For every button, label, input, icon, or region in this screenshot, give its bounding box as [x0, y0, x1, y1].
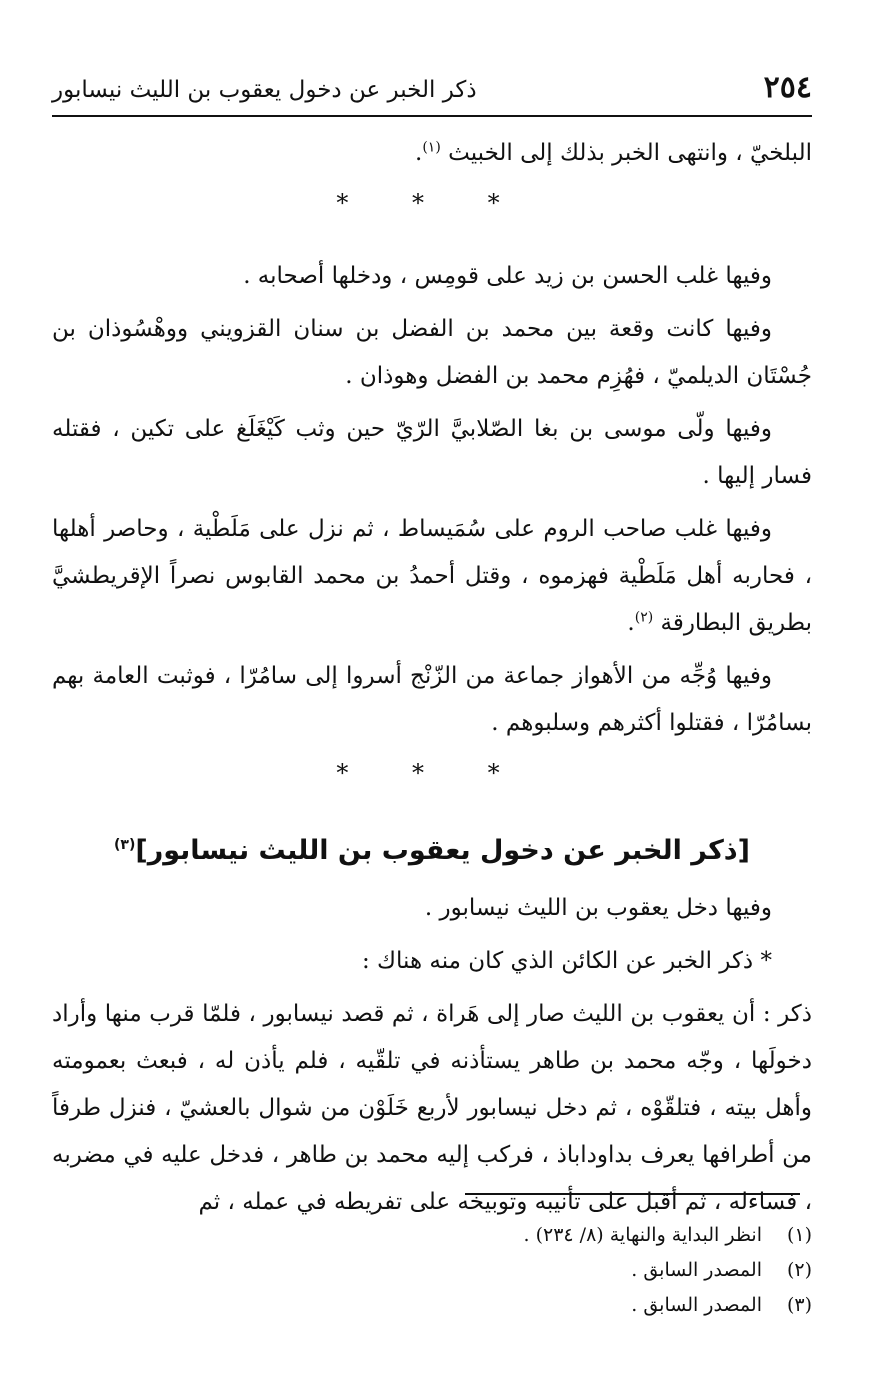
- paragraph-3: وفيها كانت وقعة بين محمد بن الفضل بن سنان القزويني ووهْسُوذان بن جُسْتَان الديلميّ ، فهُزِم محمد بن الفضل وهوذان .: [52, 316, 812, 389]
- running-title: ذكر الخبر عن دخول يعقوب بن الليث نيسابور: [52, 77, 477, 103]
- footnote-ref-2[interactable]: (٢): [634, 609, 654, 626]
- page-number: ٢٥٤: [763, 70, 812, 105]
- footnote-text: المصدر السابق .: [631, 1259, 762, 1281]
- paragraph-7: وفيها دخل يعقوب بن الليث نيسابور .: [424, 895, 772, 921]
- footnote-3: [52, 1288, 812, 1323]
- page-header: [52, 70, 812, 110]
- section-heading: [ذكر الخبر عن دخول يعقوب بن الليث نيسابور]$^{(٣)}$: [114, 835, 750, 866]
- paragraph-1: البلخيّ ، وانتهى الخبر بذلك إلى الخبيث $^{(١)}$.: [415, 139, 812, 166]
- footnote-marker: (٣): [786, 1294, 812, 1316]
- header-rule: [52, 115, 812, 117]
- footnote-rule: [465, 1193, 800, 1195]
- paragraph-6: وفيها وُجِّه من الأهواز جماعة من الزّنْج أسروا إلى سامُرّا ، فوثبت العامة بهم بسامُرّا ، فقتلوا أكثرهم وسلبوهم .: [52, 663, 812, 736]
- footnote-text: انظر البداية والنهاية (٨/ ٢٣٤) .: [523, 1224, 762, 1246]
- footnote-marker: (١): [786, 1224, 812, 1246]
- footnote-1: [52, 1218, 812, 1253]
- paragraph-2: وفيها غلب الحسن بن زيد على قومِس ، ودخلها أصحابه .: [243, 263, 772, 289]
- paragraph-5: وفيها غلب صاحب الروم على سُمَيساط ، ثم نزل على مَلَطْية ، وحاصر أهلها ، فحاربه أهل مَلَطْية فهزموه ، وقتل أحمدُ بن محمد القابوس نصراً الإقريطشيَّ بطريق البطارقة $^{(٢)}$.: [52, 516, 812, 636]
- footnote-2: [52, 1253, 812, 1288]
- footnote-ref-3[interactable]: (٣): [114, 837, 136, 853]
- footnote-marker: (٢): [786, 1259, 812, 1281]
- footnotes: [52, 1218, 812, 1323]
- main-text: [52, 130, 812, 1232]
- paragraph-4: وفيها ولّى موسى بن بغا الصّلابيَّ الرّيّ حين وثب كَيْغَلَغ على تكين ، فقتله فسار إليها .: [52, 416, 812, 489]
- section-separator: * * *: [336, 759, 528, 787]
- paragraph-8: * ذكر الخبر عن الكائن الذي كان منه هناك :: [361, 948, 772, 974]
- section-separator: * * *: [336, 189, 528, 217]
- footnote-ref-1[interactable]: (١): [422, 139, 441, 156]
- paragraph-9: ذكر : أن يعقوب بن الليث صار إلى هَراة ، ثم قصد نيسابور ، فلمّا قرب منها وأراد دخولَها ، وجّه محمد بن طاهر يستأذنه في تلقّيه ، فلم يأذن له ، فبعث بعمومته وأهل بيته ، فتلقّوْه ، ثم دخل نيسابور لأربع خَلَوْن من شوال بالعشيّ ، فنزل طرفاً من أطرافها يعرف بداوداباذ ، فركب إليه محمد بن طاهر ، فدخل عليه في مضربه ، فساءله ، ثم أقبل على تأنيبه وتوبيخه على تفريطه في عمله ، ثم: [52, 1001, 812, 1215]
- footnote-text: المصدر السابق .: [631, 1294, 762, 1316]
